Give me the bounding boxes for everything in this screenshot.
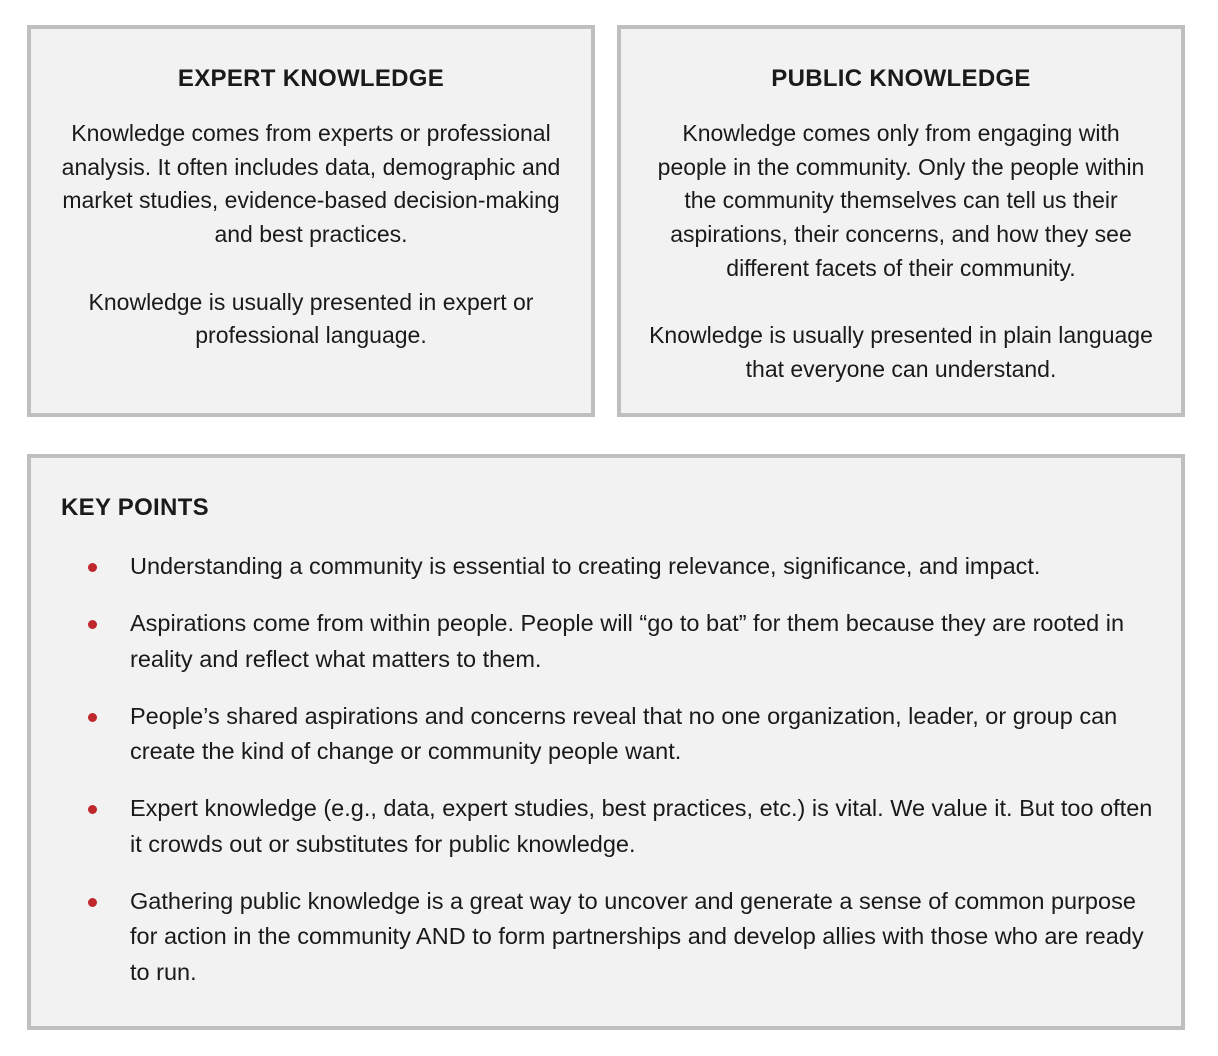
key-point-item [31, 791, 1181, 862]
key-points-title: KEY POINTS [61, 494, 209, 521]
key-point-text: Gathering public knowledge is a great way to uncover and generate a sense of common purpose for action in the community AND to form partnerships and develop allies with those who are ready to run. [130, 887, 1144, 985]
expert-knowledge-paragraph-2: Knowledge is usually presented in expert or professional language. [88, 288, 534, 349]
expert-knowledge-box [27, 25, 595, 417]
bullet-dot-icon [88, 620, 97, 629]
key-point-item [31, 884, 1181, 991]
key-point-item [31, 699, 1181, 770]
public-knowledge-paragraph-1: Knowledge comes only from engaging with people in the community. Only the people within the community themselves can tell us their aspirations, their concerns, and how they see different facets of their community. [657, 120, 1145, 281]
expert-knowledge-paragraph-1: Knowledge comes from experts or professional analysis. It often includes data, demographic and market studies, evidence-based decision-making and best practices. [61, 120, 561, 248]
key-point-item [31, 549, 1181, 585]
bullet-dot-icon [88, 563, 97, 572]
key-points-list [31, 549, 1181, 1012]
key-point-text: Understanding a community is essential to creating relevance, significance, and impact. [130, 553, 1041, 579]
public-knowledge-paragraph-2: Knowledge is usually presented in plain language that everyone can understand. [649, 322, 1153, 382]
bullet-dot-icon [88, 805, 97, 814]
key-point-text: Expert knowledge (e.g., data, expert studies, best practices, etc.) is vital. We value it. But too often it crowds out or substitutes for public knowledge. [130, 795, 1153, 857]
expert-knowledge-body [55, 117, 567, 353]
bullet-dot-icon [88, 898, 97, 907]
public-knowledge-box [617, 25, 1185, 417]
key-point-item [31, 606, 1181, 677]
public-knowledge-body [645, 117, 1157, 387]
expert-knowledge-title: EXPERT KNOWLEDGE [177, 65, 445, 92]
bullet-dot-icon [88, 713, 97, 722]
key-points-box [27, 454, 1185, 1030]
public-knowledge-title: PUBLIC KNOWLEDGE [771, 65, 1031, 92]
key-point-text: People’s shared aspirations and concerns reveal that no one organization, leader, or group can create the kind of change or community people want. [130, 702, 1118, 764]
key-point-text: Aspirations come from within people. People will “go to bat” for them because they are rooted in reality and reflect what matters to them. [130, 610, 1125, 672]
